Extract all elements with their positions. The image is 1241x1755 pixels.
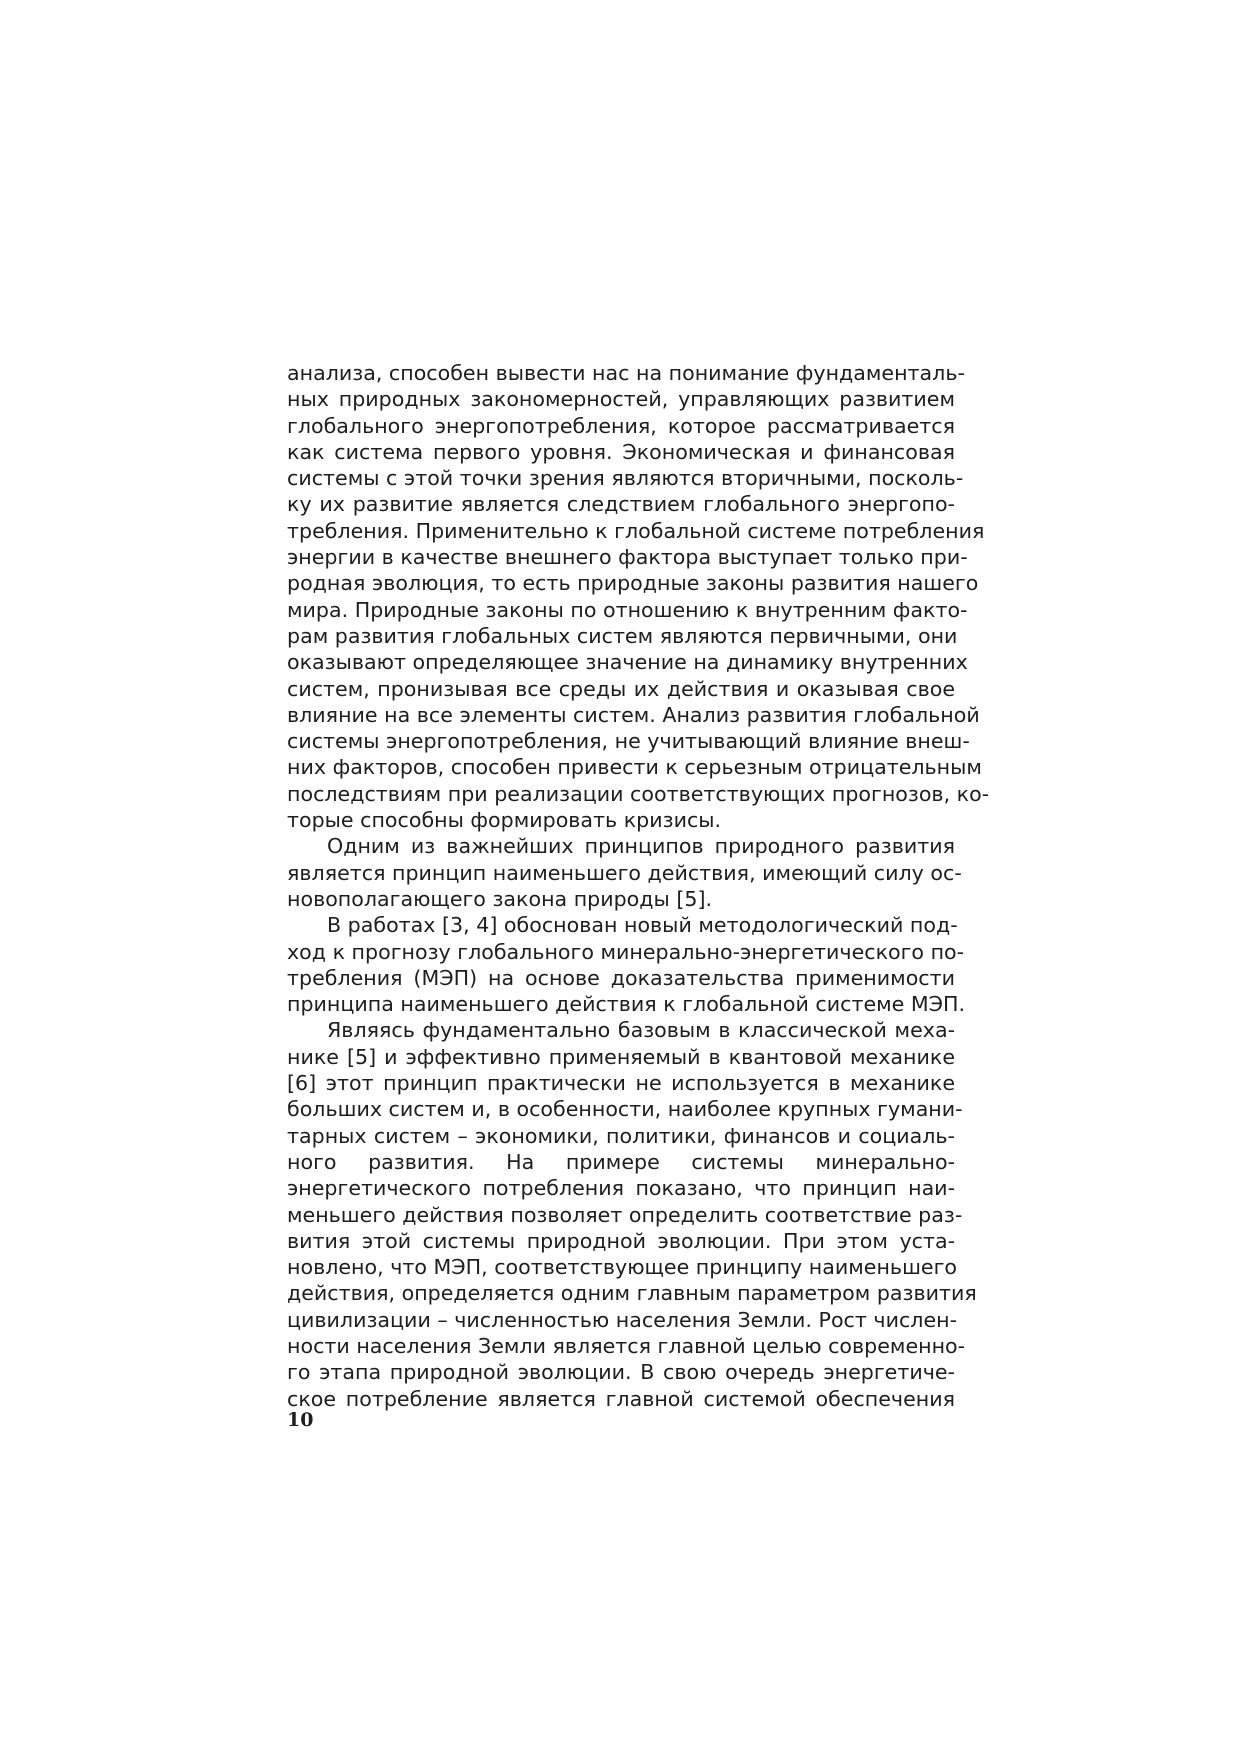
text-line: [6] этот принцип практически не используется в механике (287, 1071, 955, 1096)
text-line: новлено, что МЭП, соответствующее принципу наименьшего (287, 1255, 958, 1280)
text-line: оказывают определяющее значение на динамику внутренних (287, 650, 968, 675)
paragraph (287, 360, 990, 833)
text-line: влияние на все элементы систем. Анализ развития глобальной (287, 702, 980, 727)
text-line: энергетического потребления показано, что принцип наи- (287, 1176, 955, 1201)
text-line: мира. Природные законы по отношению к внутренним факто- (287, 597, 968, 622)
text-line: ных природных закономерностей, управляющих развитием (287, 387, 955, 412)
text-line: системы энергопотребления, не учитывающий влияние внеш- (287, 729, 970, 754)
text-line: последствиям при реализации соответствующих прогнозов, ко- (287, 781, 990, 806)
text-line: ское потребление является главной системой обеспечения (287, 1386, 955, 1411)
text-line: ности населения Земли является главной целью современно- (287, 1333, 966, 1358)
page-number: 10 (287, 1409, 314, 1431)
text-line: системы с этой точки зрения являются вторичными, посколь- (287, 466, 964, 491)
text-line: ного развития. На примере системы минерально- (287, 1149, 955, 1174)
body-text (287, 360, 990, 1412)
text-line: го этапа природной эволюции. В свою очередь энергетиче- (287, 1360, 955, 1385)
text-line: глобального энергопотребления, которое рассматривается (287, 413, 955, 438)
text-line: требления (МЭП) на основе доказательства применимости (287, 965, 955, 990)
text-line: вития этой системы природной эволюции. При этом уста- (287, 1228, 955, 1253)
text-line: них факторов, способен привести к серьезным отрицательным (287, 755, 982, 780)
text-line: является принцип наименьшего действия, имеющий силу ос- (287, 860, 962, 885)
text-line: анализа, способен вывести нас на понимание фундаменталь- (287, 361, 965, 385)
paragraph (287, 833, 962, 912)
text-line: действия, определяется одним главным параметром развития (287, 1281, 977, 1306)
text-line: В работах [3, 4] обоснован новый методологический под- (327, 913, 958, 938)
text-line: Являясь фундаментально базовым в классической меха- (327, 1018, 955, 1043)
text-line: ку их развитие является следствием глобального энергопо- (287, 492, 955, 517)
text-line: новополагающего закона природы [5]. (287, 886, 713, 911)
text-line: меньшего действия позволяет определить соответствие раз- (287, 1202, 963, 1227)
text-line: торые способны формировать кризисы. (287, 808, 722, 833)
text-line: энергии в качестве внешнего фактора выступает только при- (287, 545, 968, 570)
text-line: родная эволюция, то есть природные законы развития нашего (287, 571, 979, 596)
text-line: больших систем и, в особенности, наиболее крупных гумани- (287, 1097, 963, 1122)
paragraph (287, 912, 966, 1017)
text-line: ход к прогнозу глобального минерально-энергетического по- (287, 939, 965, 964)
text-line: как система первого уровня. Экономическая и финансовая (287, 439, 955, 464)
paragraph (287, 1017, 977, 1411)
text-line: принципа наименьшего действия к глобальной системе МЭП. (287, 992, 966, 1017)
text-line: цивилизации – численностью населения Земли. Рост числен- (287, 1307, 958, 1332)
text-line: рам развития глобальных систем являются первичными, они (287, 623, 958, 648)
text-line: нике [5] и эффективно применяемый в квантовой механике (287, 1044, 955, 1069)
text-line: тарных систем – экономики, политики, финансов и социаль- (287, 1123, 955, 1148)
text-line: требления. Применительно к глобальной системе потребления (287, 518, 985, 543)
text-line: Одним из важнейших принципов природного развития (327, 834, 955, 859)
text-line: систем, пронизывая все среды их действия и оказывая свое (287, 676, 955, 701)
